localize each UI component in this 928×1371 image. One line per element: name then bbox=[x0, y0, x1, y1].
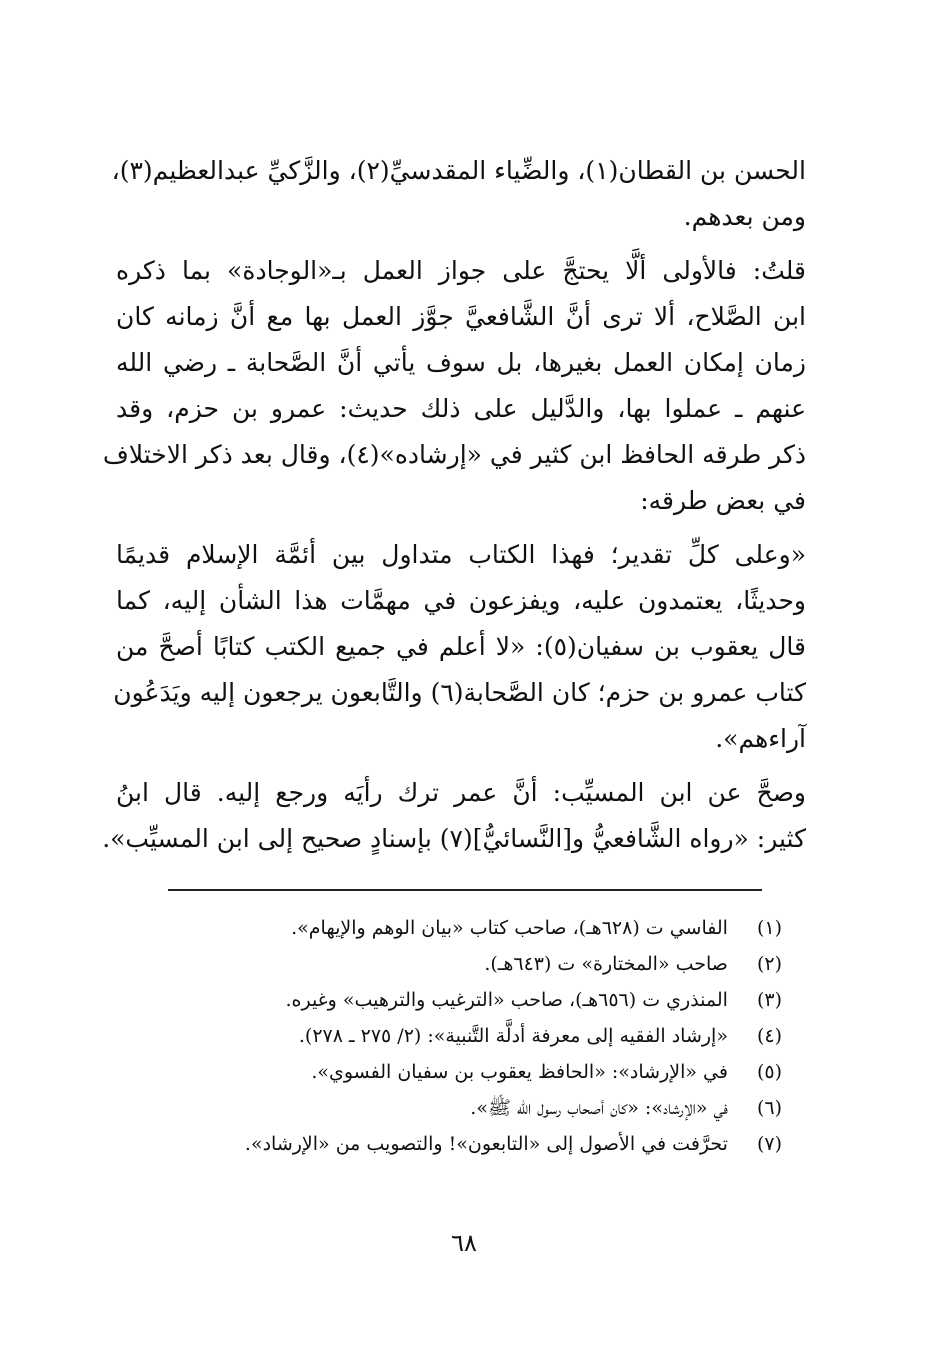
footnote-number: (٧) bbox=[756, 1133, 782, 1155]
footnote bbox=[142, 1126, 782, 1162]
footnote-number: (٥) bbox=[756, 1061, 782, 1083]
text-line: في بعض طرقه: bbox=[640, 486, 806, 515]
paragraph-gap bbox=[116, 240, 806, 248]
text-line: الحسن بن القطان(١)، والضِّياء المقدسيِّ(٢)، والزَّكيِّ عبدالعظيم(٣)، bbox=[111, 156, 806, 185]
text-line: عنهم ـ عملوا بها، والدَّليل على ذلك حديث: عمرو بن حزم، وقد bbox=[116, 394, 806, 423]
text-line: كثير: «رواه الشَّافعيُّ و[النَّسائيُّ](٧) بإسنادٍ صحيح إلى ابن المسيِّب». bbox=[102, 824, 806, 853]
text-line: قلتُ: فالأولى ألَّا يحتجَّ على جواز العمل بـ«الوجادة» بما ذكره bbox=[116, 256, 806, 285]
footnote bbox=[142, 982, 782, 1018]
page-number: ٦٨ bbox=[451, 1229, 477, 1257]
text-line: آراءهم». bbox=[715, 724, 806, 753]
text-line: قال يعقوب بن سفيان(٥): «لا أعلم في جميع الكتب كتابًا أصحَّ من bbox=[116, 632, 806, 661]
footnote bbox=[142, 1090, 782, 1126]
text-line: وحديثًا، يعتمدون عليه، ويفزعون في مهمَّات هذا الشأن إليه، كما bbox=[116, 586, 806, 615]
footnote-text: «إرشاد الفقيه إلى معرفة أدلَّة التَّنبية»: (٢/ ٢٧٥ ـ ٢٧٨). bbox=[298, 1025, 728, 1047]
text-line: ومن بعدهم. bbox=[683, 202, 806, 231]
footnote bbox=[142, 1054, 782, 1090]
footnote-text: تحرَّفت في الأصول إلى «التابعون»! والتصويب من «الإرشاد». bbox=[244, 1133, 728, 1155]
footnote-text: الفاسي ت (٦٢٨هـ)، صاحب كتاب «بيان الوهم والإيهام». bbox=[291, 917, 728, 939]
footnote-number: (٢) bbox=[756, 953, 782, 975]
main-text bbox=[102, 148, 806, 862]
footnote-divider bbox=[168, 889, 762, 891]
footnote-number: (٣) bbox=[756, 989, 782, 1011]
text-line: ابن الصَّلاح، ألا ترى أنَّ الشَّافعيَّ جوَّز العمل بها مع أنَّ زمانه كان bbox=[116, 302, 806, 331]
footnote-number: (٤) bbox=[756, 1025, 782, 1047]
paragraph-gap bbox=[116, 524, 806, 532]
footnote bbox=[142, 1018, 782, 1054]
text-line: «وعلى كلِّ تقدير؛ فهذا الكتاب متداول بين أئمَّة الإسلام قديمًا bbox=[116, 540, 806, 569]
footnote-text: صاحب «المختارة» ت (٦٤٣هـ). bbox=[484, 953, 728, 975]
text-line: كتاب عمرو بن حزم؛ كان الصَّحابة(٦) والتَّابعون يرجعون إليه ويَدَعُون bbox=[113, 678, 806, 707]
footnote bbox=[142, 946, 782, 982]
footnote-number: (٦) bbox=[756, 1097, 782, 1119]
footnote-number: (١) bbox=[756, 917, 782, 939]
footnote-text: في «الإرشاد»: «كان أصحاب رسول الله ﷺ». bbox=[470, 1097, 728, 1119]
paragraph-gap bbox=[116, 762, 806, 770]
footnote-text: المنذري ت (٦٥٦هـ)، صاحب «الترغيب والترهيب» وغيره. bbox=[285, 989, 728, 1011]
footnotes bbox=[142, 910, 782, 1162]
text-line: وصحَّ عن ابن المسيِّب: أنَّ عمر ترك رأيَه ورجع إليه. قال ابنُ bbox=[116, 778, 806, 807]
text-line: زمان إمكان العمل بغيرها، بل سوف يأتي أنَّ الصَّحابة ـ رضي الله bbox=[116, 348, 806, 377]
text-line: ذكر طرقه الحافظ ابن كثير في «إرشاده»(٤)، وقال بعد ذكر الاختلاف bbox=[102, 440, 806, 469]
footnote bbox=[142, 910, 782, 946]
footnote-text: في «الإرشاد»: «الحافظ يعقوب بن سفيان الفسوي». bbox=[311, 1061, 728, 1083]
